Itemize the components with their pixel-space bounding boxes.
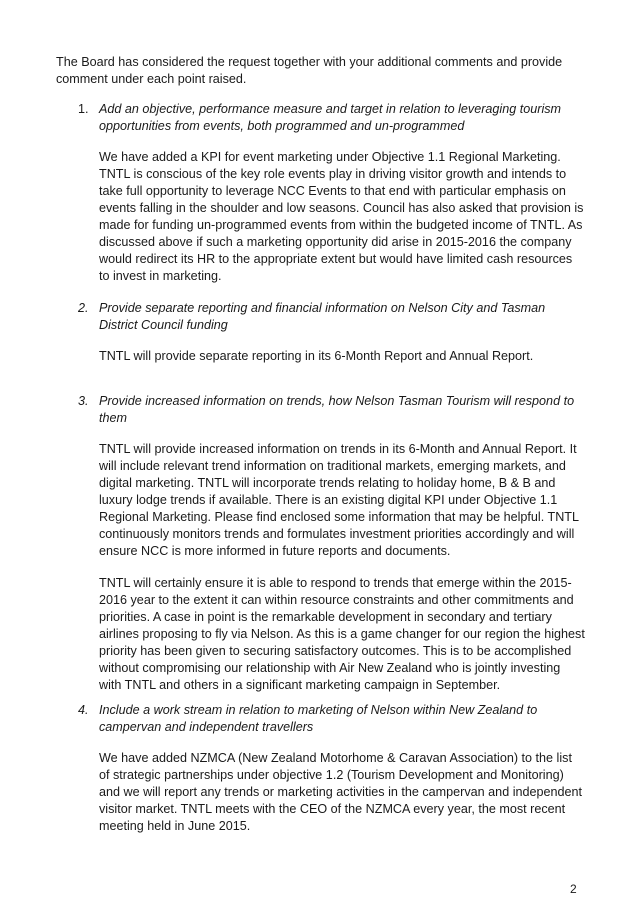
item-heading-text: Add an objective, performance measure and target in relation to leveraging tourism opportunities from events, both programmed and un-programmed — [99, 102, 562, 133]
list-item-1 — [56, 101, 596, 285]
item-number: 2. — [78, 301, 89, 315]
item-heading-text: Provide increased information on trends, how Nelson Tasman Tourism will respond to them — [99, 394, 575, 425]
item-heading — [56, 101, 596, 135]
item-paragraph: We have added a KPI for event marketing under Objective 1.1 Regional Marketing. TNTL is conscious of the key role events play in driving visitor growth and intends to take full opportunity to leverage NCC Events to that end with particular emphasis on events falling in the shoulder and low seasons. Council has also asked that provision is made for funding un-programmed events from within the budgeted income of TNTL. As discussed above if such a marketing opportunity did arise in 2015-2016 the company would redirect its HR to the appropriate extent but would have limited cash resources to invest in marketing. — [99, 150, 584, 283]
intro-paragraph: The Board has considered the request together with your additional comments and provide comment under each point raised. — [56, 55, 563, 86]
item-heading — [56, 300, 596, 334]
item-paragraph: TNTL will provide increased information on trends in its 6-Month and Annual Report. It will include relevant trend information on traditional markets, emerging markets, and digital marketing. TNTL will incorporate trends relating to holiday home, B & B and luxury lodge trends if available. There is an existing digital KPI under Objective 1.1 Regional Marketing. Please find enclosed some information that may be helpful. TNTL continuously monitors trends and formulates investment priorities accordingly and will ensure NCC is more informed in future reports and documents. — [99, 442, 579, 558]
item-heading — [56, 393, 596, 427]
item-heading — [56, 702, 596, 736]
item-paragraph: TNTL will certainly ensure it is able to respond to trends that emerge within the 2015-2016 year to the extent it can within resource constraints and other commitments and priorities. A case in point is the remarkable development in secondary and tertiary airlines proposing to fly via Nelson. As this is a game changer for our region the highest priority has been given to securing satisfactory outcomes. This is to be accomplished without compromising our relationship with Air New Zealand who is jointly investing with TNTL and others in a significant marketing campaign in September. — [99, 576, 585, 692]
item-heading-text: Include a work stream in relation to marketing of Nelson within New Zealand to campervan and independent travellers — [99, 703, 538, 734]
item-number: 1. — [78, 102, 89, 116]
list-item-2 — [56, 300, 596, 365]
item-number: 4. — [78, 703, 89, 717]
list-item-4 — [56, 702, 596, 835]
item-heading-text: Provide separate reporting and financial information on Nelson City and Tasman District Council funding — [99, 301, 546, 332]
item-paragraph: We have added NZMCA (New Zealand Motorhome & Caravan Association) to the list of strategic partnerships under objective 1.2 (Tourism Development and Monitoring) and we will report any trends or marketing activities in the campervan and independent visitor market. TNTL meets with the CEO of the NZMCA every year, the most recent meeting held in June 2015. — [99, 751, 583, 833]
item-number: 3. — [78, 394, 89, 408]
list-item-3 — [56, 393, 596, 694]
item-paragraph: TNTL will provide separate reporting in its 6-Month Report and Annual Report. — [99, 349, 534, 363]
page-number: 2 — [570, 882, 577, 896]
